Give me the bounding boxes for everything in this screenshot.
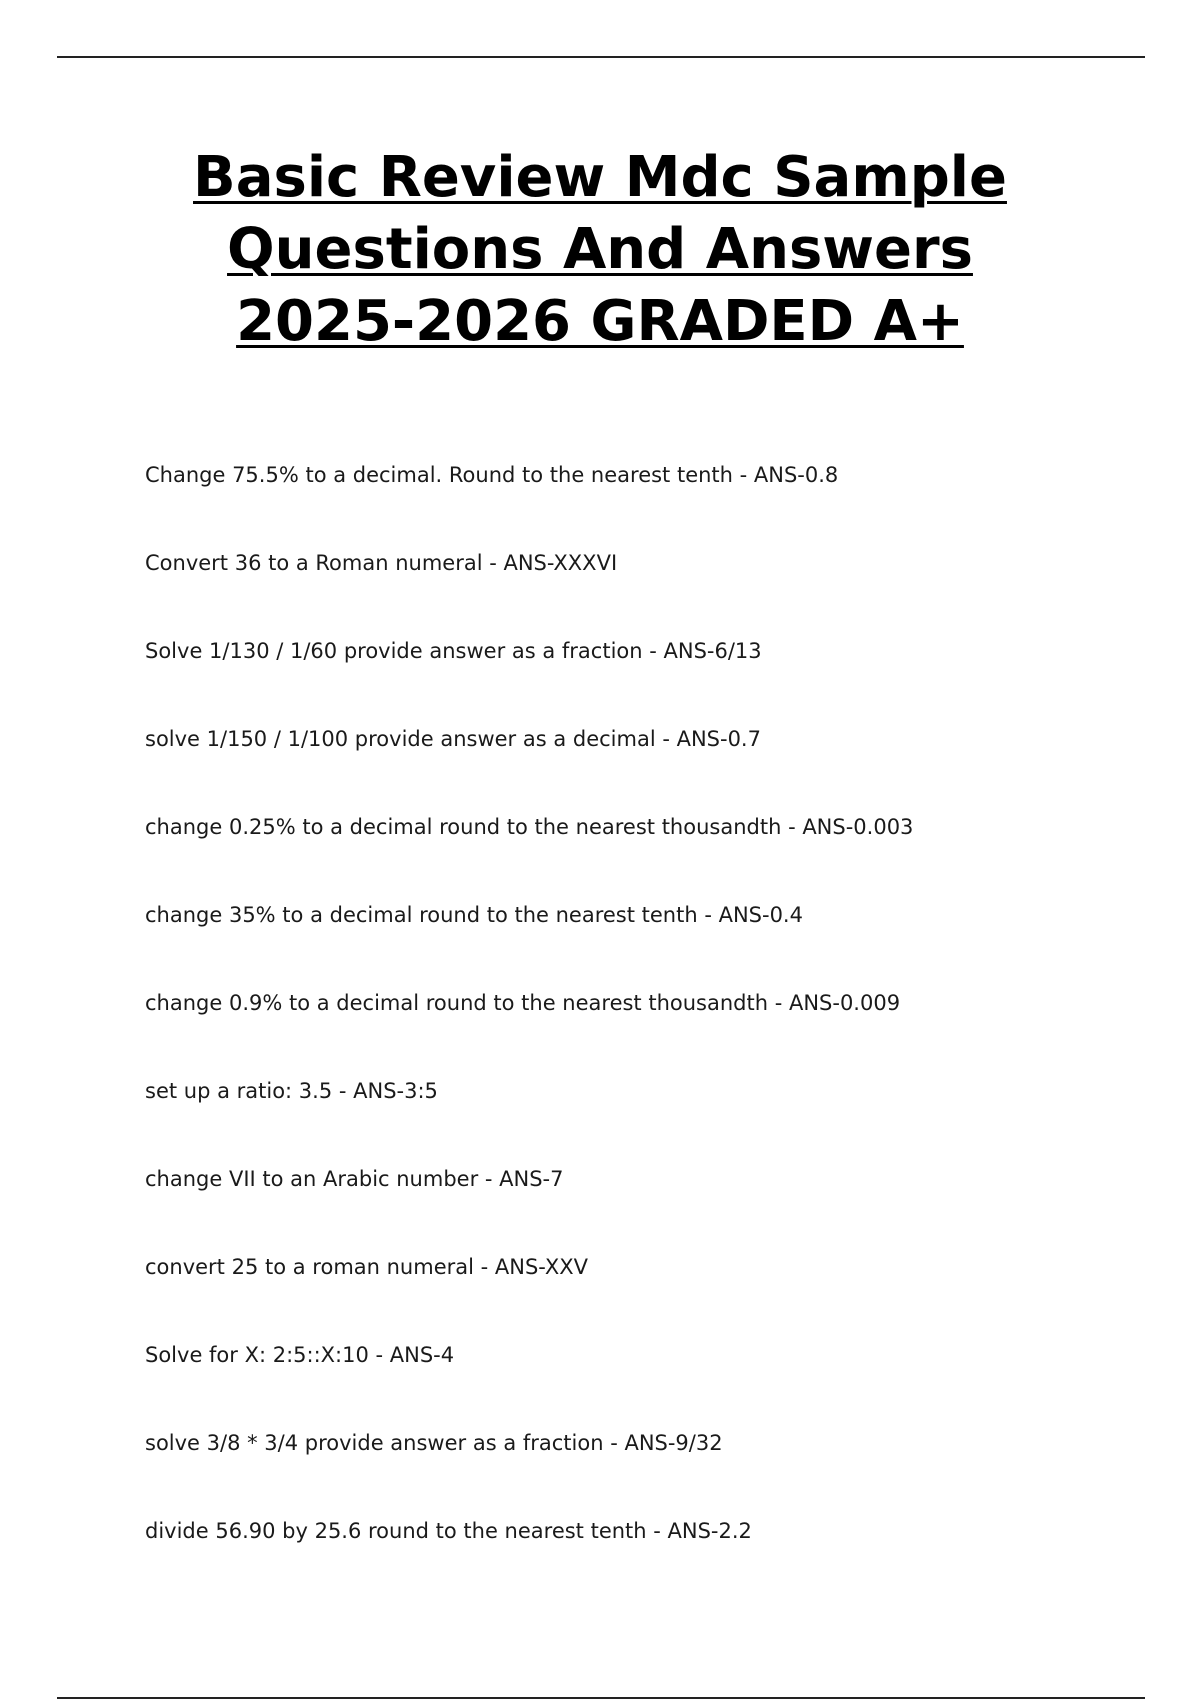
qa-item: Change 75.5% to a decimal. Round to the nearest tenth - ANS-0.8 <box>145 463 839 487</box>
qa-item: change 0.25% to a decimal round to the nearest thousandth - ANS-0.003 <box>145 815 914 839</box>
top-divider <box>57 56 1145 58</box>
title-line-1: Basic Review Mdc Sample <box>193 145 1007 210</box>
qa-item: change 35% to a decimal round to the nearest tenth - ANS-0.4 <box>145 903 803 927</box>
qa-item: solve 3/8 * 3/4 provide answer as a fraction - ANS-9/32 <box>145 1431 723 1455</box>
qa-item: Solve 1/130 / 1/60 provide answer as a fraction - ANS-6/13 <box>145 639 762 663</box>
qa-item: set up a ratio: 3.5 - ANS-3:5 <box>145 1079 438 1103</box>
qa-item: solve 1/150 / 1/100 provide answer as a decimal - ANS-0.7 <box>145 727 761 751</box>
question-answer-list <box>145 460 1145 1604</box>
qa-item: Solve for X: 2:5::X:10 - ANS-4 <box>145 1343 455 1367</box>
document-title <box>100 142 1100 358</box>
qa-item: change 0.9% to a decimal round to the nearest thousandth - ANS-0.009 <box>145 991 901 1015</box>
bottom-divider <box>57 1697 1145 1699</box>
title-line-3: 2025-2026 GRADED A+ <box>236 289 964 354</box>
qa-item: convert 25 to a roman numeral - ANS-XXV <box>145 1255 588 1279</box>
qa-item: Convert 36 to a Roman numeral - ANS-XXXVI <box>145 551 618 575</box>
title-line-2: Questions And Answers <box>227 217 973 282</box>
qa-item: change VII to an Arabic number - ANS-7 <box>145 1167 564 1191</box>
qa-item: divide 56.90 by 25.6 round to the nearest tenth - ANS-2.2 <box>145 1519 752 1543</box>
